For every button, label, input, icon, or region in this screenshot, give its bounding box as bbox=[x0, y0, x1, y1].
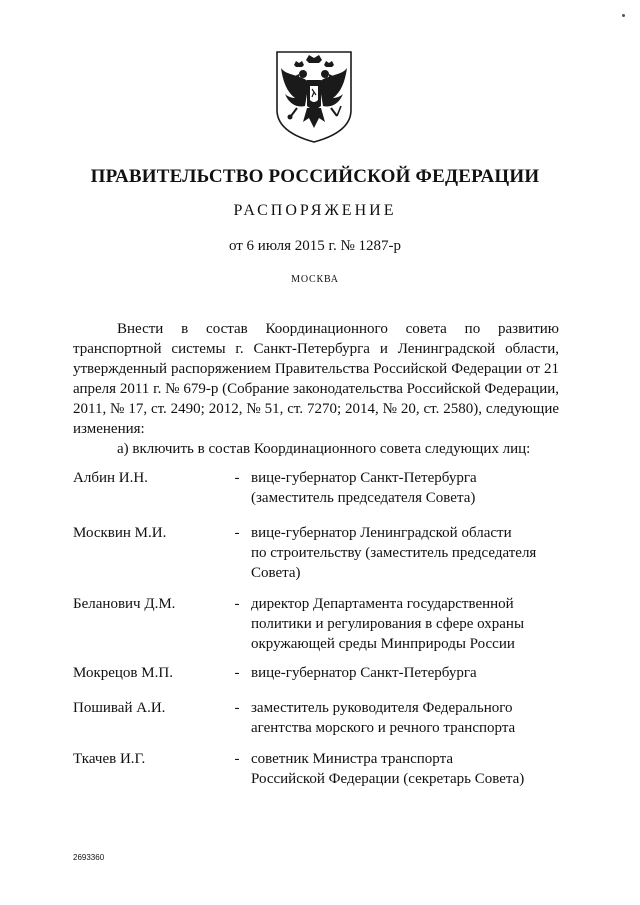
member-name: Мокрецов М.П. bbox=[73, 665, 173, 681]
member-dash: - bbox=[234, 751, 240, 767]
member-role-line: вице-губернатор Санкт-Петербурга bbox=[251, 470, 477, 486]
document-date-number: от 6 июля 2015 г. № 1287-р bbox=[228, 238, 402, 254]
corner-mark bbox=[622, 14, 625, 17]
member-role bbox=[251, 594, 551, 654]
member-role-line: по строительству (заместитель председателя bbox=[251, 545, 537, 561]
russian-coat-of-arms-icon bbox=[273, 48, 355, 144]
member-dash: - bbox=[234, 700, 240, 716]
document-type: РАСПОРЯЖЕНИЕ bbox=[233, 202, 397, 219]
member-name: Пошивай А.И. bbox=[73, 700, 166, 716]
member-role bbox=[251, 523, 551, 583]
member-role-line: вице-губернатор Ленинградской области bbox=[251, 525, 512, 541]
member-dash: - bbox=[234, 665, 240, 681]
member-role-line: Российской Федерации (секретарь Совета) bbox=[251, 771, 525, 787]
member-name: Беланович Д.М. bbox=[73, 596, 176, 612]
member-role bbox=[251, 663, 551, 683]
government-title: ПРАВИТЕЛЬСТВО РОССИЙСКОЙ ФЕДЕРАЦИИ bbox=[90, 166, 540, 187]
member-dash: - bbox=[234, 596, 240, 612]
member-name: Москвин М.И. bbox=[73, 525, 167, 541]
order-paragraph-1: Внести в состав Координационного совета по развитию транспортной системы г. Санкт-Петербурга и Ленинградской области, утвержденный распоряжением Правительства Российской Федерации от 21 апреля 2011 г. № 679-р (Собрание законодательства Российской Федерации, 2011, № 17, ст. 2490; 2012, № 51, ст. 7270; 2014, № 20, ст. 2580), следующие изменения: bbox=[73, 321, 559, 437]
member-role-line: вице-губернатор Санкт-Петербурга bbox=[251, 665, 477, 681]
member-role-line: политики и регулирования в сфере охраны bbox=[251, 616, 525, 632]
member-role-line: Совета) bbox=[251, 565, 301, 581]
member-role-line: советник Министра транспорта bbox=[251, 751, 453, 767]
member-role bbox=[251, 698, 551, 738]
member-role-line: директор Департамента государственной bbox=[251, 596, 514, 612]
member-role-line: (заместитель председателя Совета) bbox=[251, 490, 476, 506]
member-role-line: окружающей среды Минприроды России bbox=[251, 636, 515, 652]
member-name: Албин И.Н. bbox=[73, 470, 148, 486]
member-name: Ткачев И.Г. bbox=[73, 751, 146, 767]
member-role bbox=[251, 749, 551, 789]
order-body bbox=[73, 319, 559, 459]
member-role-line: заместитель руководителя Федерального bbox=[251, 700, 513, 716]
order-paragraph-2: а) включить в состав Координационного совета следующих лиц: bbox=[117, 441, 531, 457]
member-role-line: агентства морского и речного транспорта bbox=[251, 720, 516, 736]
document-code: 2693360 bbox=[73, 853, 105, 862]
document-city: МОСКВА bbox=[291, 274, 339, 285]
member-role bbox=[251, 468, 551, 508]
member-dash: - bbox=[234, 525, 240, 541]
member-dash: - bbox=[234, 470, 240, 486]
